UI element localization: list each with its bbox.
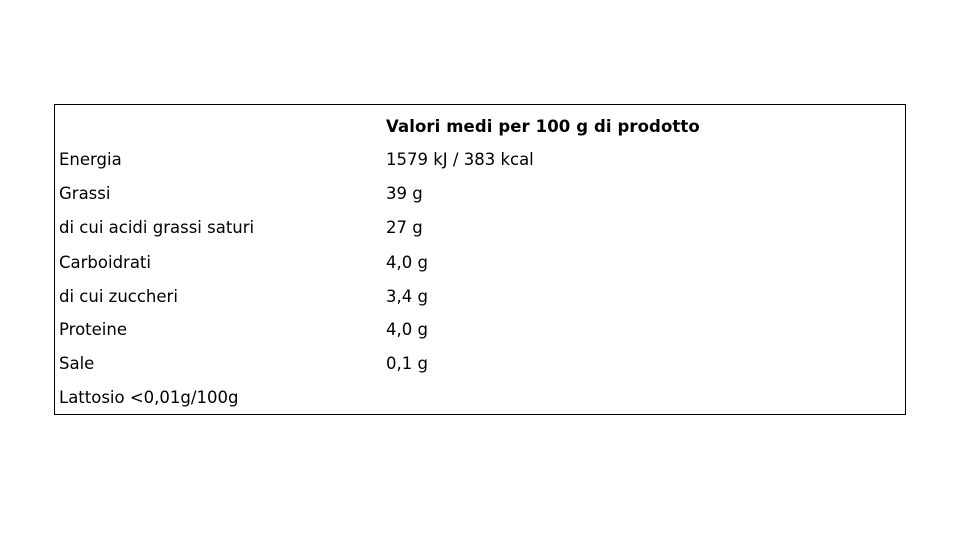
row-label: di cui zuccheri <box>59 287 178 306</box>
table-header-row <box>55 110 905 144</box>
table-row <box>55 143 905 177</box>
table-row <box>55 347 905 381</box>
header-value: Valori medi per 100 g di prodotto <box>386 117 700 136</box>
row-value: 0,1 g <box>386 354 428 373</box>
row-value: 4,0 g <box>386 320 428 339</box>
table-row <box>55 381 905 415</box>
table-row <box>55 211 905 245</box>
row-label: di cui acidi grassi saturi <box>59 218 255 237</box>
row-value: 27 g <box>386 218 423 237</box>
table-row <box>55 313 905 347</box>
table-row <box>55 177 905 211</box>
table-row <box>55 280 905 314</box>
nutrition-table <box>54 104 906 415</box>
row-value: 1579 kJ / 383 kcal <box>386 150 534 169</box>
row-label: Proteine <box>59 320 127 339</box>
row-label: Lattosio <0,01g/100g <box>59 388 239 407</box>
row-label: Energia <box>59 150 122 169</box>
row-value: 39 g <box>386 184 423 203</box>
row-label: Grassi <box>59 184 111 203</box>
table-row <box>55 246 905 280</box>
row-value: 4,0 g <box>386 253 428 272</box>
row-label: Carboidrati <box>59 253 151 272</box>
row-label: Sale <box>59 354 95 373</box>
row-value: 3,4 g <box>386 287 428 306</box>
